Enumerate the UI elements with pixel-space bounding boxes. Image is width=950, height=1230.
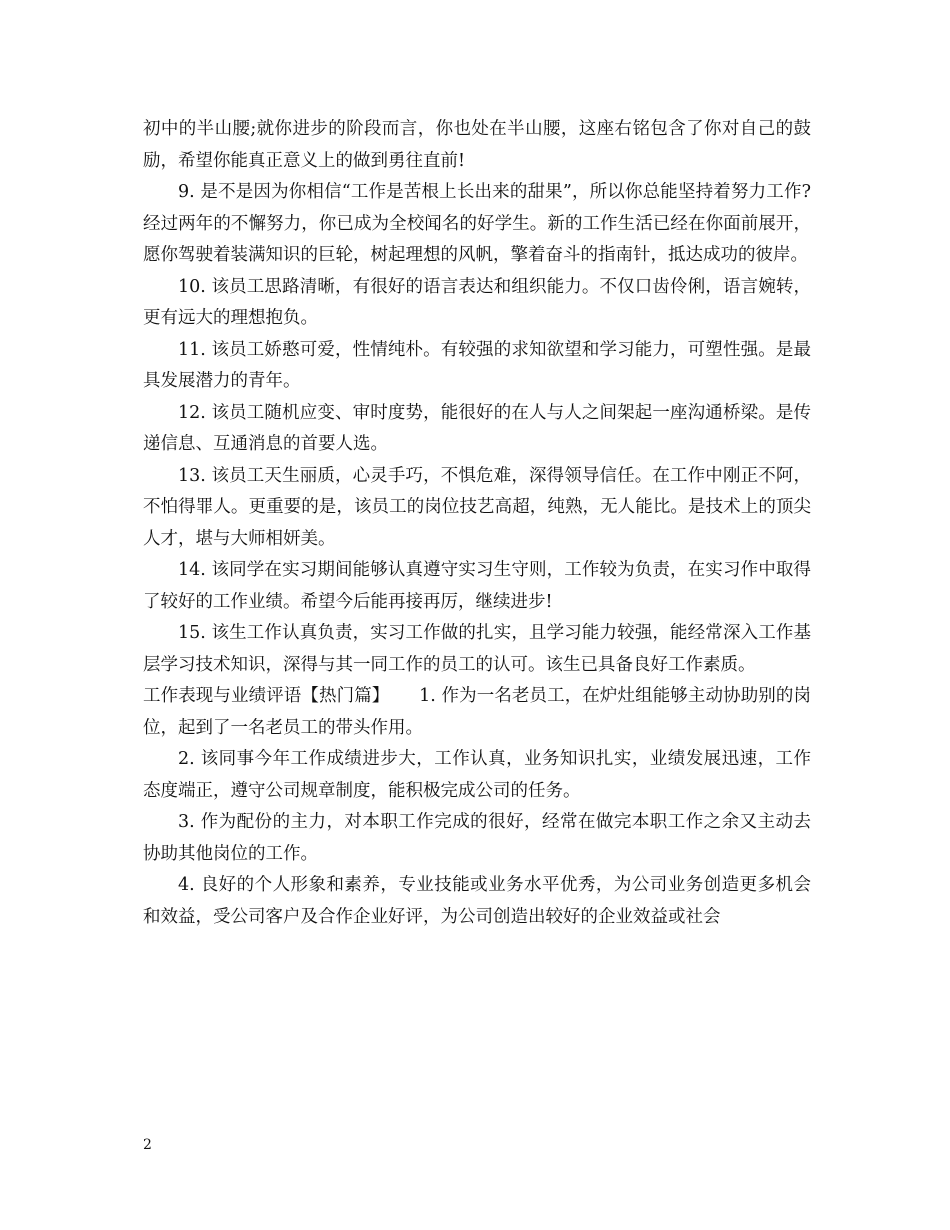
section-item-3: 3. 作为配份的主力，对本职工作完成的很好，经常在做完本职工作之余又主动去协助其他岗位的工作。	[143, 812, 811, 864]
paragraph-item-9: 9. 是不是因为你相信“工作是苦根上长出来的甜果”，所以你总能坚持着努力工作?经过两年的不懈努力，你已成为全校闻名的好学生。新的工作生活已经在你面前展开，愿你驾驶着装满知识的巨轮，树起理想的风帆，擎着奋斗的指南针，抵达成功的彼岸。	[143, 182, 811, 265]
paragraph-item-13: 13. 该员工天生丽质，心灵手巧，不惧危难，深得领导信任。在工作中刚正不阿，不怕得罪人。更重要的是，该员工的岗位技艺高超，纯熟，无人能比。是技术上的顶尖人才，堪与大师相妍美。	[143, 465, 811, 549]
paragraph-item-12: 12. 该员工随机应变、审时度势，能很好的在人与人之间架起一座沟通桥梁。是传递信息、互通消息的首要人选。	[143, 402, 811, 454]
section-title: 工作表现与业绩评语【热门篇】	[143, 686, 390, 706]
paragraph-continued: 初中的半山腰;就你进步的阶段而言，你也处在半山腰，这座右铭包含了你对自己的鼓励，希望你能真正意义上的做到勇往直前!	[143, 119, 811, 171]
document-body	[143, 114, 811, 933]
section-paragraph	[143, 681, 811, 744]
page-number: 2	[143, 1137, 152, 1153]
paragraph-item-10: 10. 该员工思路清晰，有很好的语言表达和组织能力。不仅口齿伶俐，语言婉转，更有远大的理想抱负。	[143, 276, 811, 328]
section-item-1: 1. 作为一名老员工，在炉灶组能够主动协助别的岗位，起到了一名老员工的带头作用。	[143, 686, 812, 738]
section-item-2: 2. 该同事今年工作成绩进步大，工作认真，业务知识扎实，业绩发展迅速，工作态度端正，遵守公司规章制度，能积极完成公司的任务。	[143, 749, 811, 801]
section-item-4: 4. 良好的个人形象和素养，专业技能或业务水平优秀，为公司业务创造更多机会和效益，受公司客户及合作企业好评，为公司创造出较好的企业效益或社会	[143, 875, 811, 927]
paragraph-item-11: 11. 该员工娇憨可爱，性情纯朴。有较强的求知欲望和学习能力，可塑性强。是最具发展潜力的青年。	[143, 339, 811, 391]
paragraph-item-14: 14. 该同学在实习期间能够认真遵守实习生守则，工作较为负责，在实习作中取得了较好的工作业绩。希望今后能再接再厉，继续进步!	[143, 560, 811, 612]
paragraph-item-15: 15. 该生工作认真负责，实习工作做的扎实，且学习能力较强，能经常深入工作基层学习技术知识，深得与其一同工作的员工的认可。该生已具备良好工作素质。	[143, 623, 811, 675]
